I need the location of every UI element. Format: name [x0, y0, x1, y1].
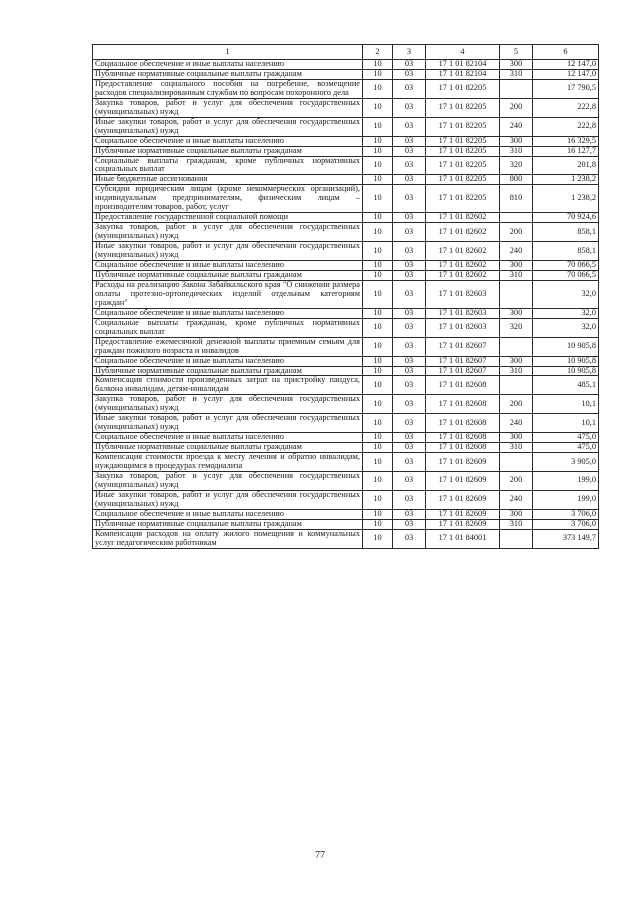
row-name: Социальное обеспечение и иные выплаты населению: [93, 509, 363, 519]
row-name: Социальное обеспечение и иные выплаты населению: [93, 261, 363, 271]
row-target-code: 17 1 01 82609: [426, 453, 500, 472]
row-subsection: 03: [393, 69, 426, 79]
row-amount: 10 905,8: [533, 366, 599, 376]
row-expense-type: [500, 79, 533, 98]
row-amount: 12 147,0: [533, 60, 599, 70]
table-row: [93, 280, 599, 308]
row-amount: 222,8: [533, 117, 599, 136]
table-row: [93, 185, 599, 213]
row-name: Иные закупки товаров, работ и услуг для обеспечения государственных (муниципальных) нужд: [93, 490, 363, 509]
row-name: Социальное обеспечение и иные выплаты населению: [93, 60, 363, 70]
table-row: [93, 175, 599, 185]
row-subsection: 03: [393, 261, 426, 271]
row-subsection: 03: [393, 318, 426, 337]
row-section: 10: [363, 79, 393, 98]
row-subsection: 03: [393, 529, 426, 548]
row-subsection: 03: [393, 471, 426, 490]
row-amount: 199,0: [533, 490, 599, 509]
table-row: [93, 414, 599, 433]
row-subsection: 03: [393, 136, 426, 146]
table-row: [93, 366, 599, 376]
row-expense-type: 300: [500, 136, 533, 146]
row-subsection: 03: [393, 366, 426, 376]
row-target-code: 17 1 01 82205: [426, 185, 500, 213]
row-section: 10: [363, 509, 393, 519]
row-name: Публичные нормативные социальные выплаты гражданам: [93, 270, 363, 280]
header-col-3: 3: [393, 45, 426, 60]
row-subsection: 03: [393, 185, 426, 213]
table-row: [93, 395, 599, 414]
table-row: [93, 117, 599, 136]
row-subsection: 03: [393, 213, 426, 223]
row-amount: 1 238,2: [533, 175, 599, 185]
row-target-code: 17 1 01 82602: [426, 223, 500, 242]
row-target-code: 17 1 01 82205: [426, 79, 500, 98]
table-row: [93, 270, 599, 280]
row-target-code: 17 1 01 82205: [426, 98, 500, 117]
row-name: Предоставление ежемесячной денежной выплаты приемным семьям для граждан пожилого возраста и инвалидов: [93, 337, 363, 356]
row-target-code: 17 1 01 82603: [426, 308, 500, 318]
row-target-code: 17 1 01 82602: [426, 213, 500, 223]
row-subsection: 03: [393, 242, 426, 261]
row-name: Закупка товаров, работ и услуг для обеспечения государственных (муниципальных) нужд: [93, 223, 363, 242]
row-section: 10: [363, 280, 393, 308]
row-target-code: 17 1 01 82602: [426, 261, 500, 271]
header-col-5: 5: [500, 45, 533, 60]
row-expense-type: [500, 453, 533, 472]
row-expense-type: 240: [500, 490, 533, 509]
table-row: [93, 261, 599, 271]
row-expense-type: 320: [500, 156, 533, 175]
row-expense-type: [500, 280, 533, 308]
row-target-code: 17 1 01 82609: [426, 490, 500, 509]
row-target-code: 17 1 01 82104: [426, 69, 500, 79]
row-target-code: 17 1 01 82205: [426, 156, 500, 175]
table-row: [93, 453, 599, 472]
row-target-code: 17 1 01 82608: [426, 376, 500, 395]
row-target-code: 17 1 01 82609: [426, 519, 500, 529]
row-expense-type: 800: [500, 175, 533, 185]
row-subsection: 03: [393, 490, 426, 509]
row-section: 10: [363, 270, 393, 280]
row-section: 10: [363, 433, 393, 443]
row-subsection: 03: [393, 414, 426, 433]
budget-table: [92, 44, 599, 549]
row-name: Предоставление государственной социальной помощи: [93, 213, 363, 223]
row-name: Предоставление социального пособия на погребение, возмещение расходов специализированным службам по вопросам похоронного дела: [93, 79, 363, 98]
row-amount: 222,8: [533, 98, 599, 117]
row-section: 10: [363, 156, 393, 175]
row-expense-type: [500, 337, 533, 356]
row-section: 10: [363, 337, 393, 356]
row-amount: 70 066,5: [533, 270, 599, 280]
row-expense-type: 300: [500, 433, 533, 443]
row-target-code: 17 1 01 82607: [426, 366, 500, 376]
row-target-code: 17 1 01 84001: [426, 529, 500, 548]
row-expense-type: 200: [500, 98, 533, 117]
row-section: 10: [363, 213, 393, 223]
table-row: [93, 156, 599, 175]
row-target-code: 17 1 01 82602: [426, 270, 500, 280]
row-name: Расходы на реализацию Закона Забайкальского края "О снижении размера оплаты протезно-ортопедических изделий отдельным категориям граждан": [93, 280, 363, 308]
row-amount: 485,1: [533, 376, 599, 395]
row-section: 10: [363, 261, 393, 271]
row-name: Компенсация стоимости произведенных затрат на пристройку пандуса, балкона инвалидам, детям-инвалидам: [93, 376, 363, 395]
row-subsection: 03: [393, 175, 426, 185]
row-section: 10: [363, 69, 393, 79]
row-amount: 32,0: [533, 318, 599, 337]
table-row: [93, 529, 599, 548]
row-name: Социальное обеспечение и иные выплаты населению: [93, 356, 363, 366]
row-name: Социальное обеспечение и иные выплаты населению: [93, 308, 363, 318]
row-amount: 32,0: [533, 308, 599, 318]
row-name: Публичные нормативные социальные выплаты гражданам: [93, 519, 363, 529]
header-col-4: 4: [426, 45, 500, 60]
row-expense-type: 300: [500, 261, 533, 271]
row-name: Социальное обеспечение и иные выплаты населению: [93, 433, 363, 443]
row-subsection: 03: [393, 395, 426, 414]
row-name: Иные закупки товаров, работ и услуг для обеспечения государственных (муниципальных) нужд: [93, 414, 363, 433]
header-col-2: 2: [363, 45, 393, 60]
table-row: [93, 443, 599, 453]
row-section: 10: [363, 318, 393, 337]
row-expense-type: 200: [500, 223, 533, 242]
row-target-code: 17 1 01 82603: [426, 318, 500, 337]
row-subsection: 03: [393, 433, 426, 443]
row-amount: 32,0: [533, 280, 599, 308]
page-number: 77: [315, 850, 325, 861]
row-subsection: 03: [393, 79, 426, 98]
row-section: 10: [363, 146, 393, 156]
table-row: [93, 60, 599, 70]
row-expense-type: 310: [500, 270, 533, 280]
row-amount: 1 238,2: [533, 185, 599, 213]
row-target-code: 17 1 01 82607: [426, 356, 500, 366]
row-name: Иные закупки товаров, работ и услуг для обеспечения государственных (муниципальных) нужд: [93, 242, 363, 261]
row-section: 10: [363, 308, 393, 318]
table-row: [93, 490, 599, 509]
row-name: Компенсация расходов на оплату жилого помещения и коммунальных услуг педагогическим работникам: [93, 529, 363, 548]
row-subsection: 03: [393, 223, 426, 242]
row-subsection: 03: [393, 337, 426, 356]
row-subsection: 03: [393, 60, 426, 70]
row-expense-type: 300: [500, 308, 533, 318]
row-expense-type: 810: [500, 185, 533, 213]
row-section: 10: [363, 414, 393, 433]
row-name: Публичные нормативные социальные выплаты гражданам: [93, 69, 363, 79]
row-expense-type: 200: [500, 471, 533, 490]
row-section: 10: [363, 60, 393, 70]
table-row: [93, 318, 599, 337]
table-row: [93, 242, 599, 261]
header-col-1: 1: [93, 45, 363, 60]
row-expense-type: 200: [500, 395, 533, 414]
row-amount: 70 066,5: [533, 261, 599, 271]
row-section: 10: [363, 223, 393, 242]
row-target-code: 17 1 01 82608: [426, 433, 500, 443]
row-name: Закупка товаров, работ и услуг для обеспечения государственных (муниципальных) нужд: [93, 98, 363, 117]
table-row: [93, 356, 599, 366]
row-expense-type: 300: [500, 356, 533, 366]
row-name: Компенсация стоимости проезда к месту лечения и обратно инвалидам, нуждающимся в процедурах гемодиализа: [93, 453, 363, 472]
row-section: 10: [363, 356, 393, 366]
row-name: Иные бюджетные ассигнования: [93, 175, 363, 185]
row-expense-type: 310: [500, 69, 533, 79]
row-subsection: 03: [393, 156, 426, 175]
row-amount: 475,0: [533, 433, 599, 443]
row-section: 10: [363, 490, 393, 509]
row-subsection: 03: [393, 98, 426, 117]
table-row: [93, 79, 599, 98]
table-row: [93, 433, 599, 443]
row-expense-type: [500, 213, 533, 223]
row-amount: 3 905,0: [533, 453, 599, 472]
row-section: 10: [363, 443, 393, 453]
row-subsection: 03: [393, 509, 426, 519]
row-amount: 17 790,5: [533, 79, 599, 98]
row-name: Закупка товаров, работ и услуг для обеспечения государственных (муниципальных) нужд: [93, 395, 363, 414]
row-name: Публичные нормативные социальные выплаты гражданам: [93, 146, 363, 156]
row-target-code: 17 1 01 82205: [426, 146, 500, 156]
row-subsection: 03: [393, 453, 426, 472]
table-row: [93, 213, 599, 223]
table-row: [93, 509, 599, 519]
row-subsection: 03: [393, 117, 426, 136]
row-section: 10: [363, 529, 393, 548]
row-expense-type: 310: [500, 443, 533, 453]
row-name: Публичные нормативные социальные выплаты гражданам: [93, 443, 363, 453]
table-row: [93, 471, 599, 490]
row-section: 10: [363, 98, 393, 117]
table-row: [93, 519, 599, 529]
row-section: 10: [363, 185, 393, 213]
row-target-code: 17 1 01 82205: [426, 175, 500, 185]
table-row: [93, 136, 599, 146]
row-amount: 475,0: [533, 443, 599, 453]
row-target-code: 17 1 01 82609: [426, 509, 500, 519]
row-amount: 70 924,6: [533, 213, 599, 223]
row-section: 10: [363, 242, 393, 261]
row-expense-type: 240: [500, 117, 533, 136]
row-expense-type: [500, 376, 533, 395]
row-expense-type: 240: [500, 242, 533, 261]
row-target-code: 17 1 01 82205: [426, 117, 500, 136]
table-row: [93, 337, 599, 356]
row-subsection: 03: [393, 308, 426, 318]
row-expense-type: 300: [500, 509, 533, 519]
row-section: 10: [363, 471, 393, 490]
row-expense-type: 310: [500, 366, 533, 376]
row-expense-type: 310: [500, 519, 533, 529]
table-row: [93, 98, 599, 117]
row-expense-type: 300: [500, 60, 533, 70]
row-section: 10: [363, 117, 393, 136]
row-amount: 199,0: [533, 471, 599, 490]
row-section: 10: [363, 376, 393, 395]
row-amount: 858,1: [533, 223, 599, 242]
row-target-code: 17 1 01 82104: [426, 60, 500, 70]
row-amount: 10,1: [533, 414, 599, 433]
row-expense-type: 320: [500, 318, 533, 337]
row-expense-type: 240: [500, 414, 533, 433]
row-section: 10: [363, 175, 393, 185]
row-subsection: 03: [393, 146, 426, 156]
row-amount: 16 127,7: [533, 146, 599, 156]
row-target-code: 17 1 01 82607: [426, 337, 500, 356]
table-body: [93, 60, 599, 549]
row-target-code: 17 1 01 82609: [426, 471, 500, 490]
row-target-code: 17 1 01 82608: [426, 395, 500, 414]
row-subsection: 03: [393, 270, 426, 280]
row-section: 10: [363, 136, 393, 146]
table-header-row: [93, 45, 599, 60]
row-amount: 10,1: [533, 395, 599, 414]
row-expense-type: [500, 529, 533, 548]
row-amount: 12 147,0: [533, 69, 599, 79]
row-subsection: 03: [393, 443, 426, 453]
row-target-code: 17 1 01 82602: [426, 242, 500, 261]
table-row: [93, 376, 599, 395]
row-target-code: 17 1 01 82603: [426, 280, 500, 308]
table-row: [93, 146, 599, 156]
row-name: Иные закупки товаров, работ и услуг для обеспечения государственных (муниципальных) нужд: [93, 117, 363, 136]
row-target-code: 17 1 01 82205: [426, 136, 500, 146]
row-amount: 201,8: [533, 156, 599, 175]
row-amount: 858,1: [533, 242, 599, 261]
row-amount: 10 905,8: [533, 337, 599, 356]
row-target-code: 17 1 01 82608: [426, 443, 500, 453]
row-name: Субсидии юридическим лицам (кроме некоммерческих организаций), индивидуальным предпринимателям, физическим лицам – производителям товаров, работ, услуг: [93, 185, 363, 213]
row-amount: 3 706,0: [533, 519, 599, 529]
header-col-6: 6: [533, 45, 599, 60]
row-name: Публичные нормативные социальные выплаты гражданам: [93, 366, 363, 376]
row-section: 10: [363, 395, 393, 414]
row-subsection: 03: [393, 519, 426, 529]
row-amount: 373 149,7: [533, 529, 599, 548]
row-amount: 10 905,8: [533, 356, 599, 366]
row-name: Социальные выплаты гражданам, кроме публичных нормативных социальных выплат: [93, 156, 363, 175]
table-row: [93, 69, 599, 79]
row-subsection: 03: [393, 280, 426, 308]
table-row: [93, 308, 599, 318]
row-target-code: 17 1 01 82608: [426, 414, 500, 433]
row-subsection: 03: [393, 376, 426, 395]
table-row: [93, 223, 599, 242]
row-section: 10: [363, 453, 393, 472]
row-name: Социальное обеспечение и иные выплаты населению: [93, 136, 363, 146]
row-section: 10: [363, 519, 393, 529]
row-expense-type: 310: [500, 146, 533, 156]
row-section: 10: [363, 366, 393, 376]
row-subsection: 03: [393, 356, 426, 366]
row-amount: 16 329,5: [533, 136, 599, 146]
row-name: Закупка товаров, работ и услуг для обеспечения государственных (муниципальных) нужд: [93, 471, 363, 490]
row-amount: 3 706,0: [533, 509, 599, 519]
row-name: Социальные выплаты гражданам, кроме публичных нормативных социальных выплат: [93, 318, 363, 337]
